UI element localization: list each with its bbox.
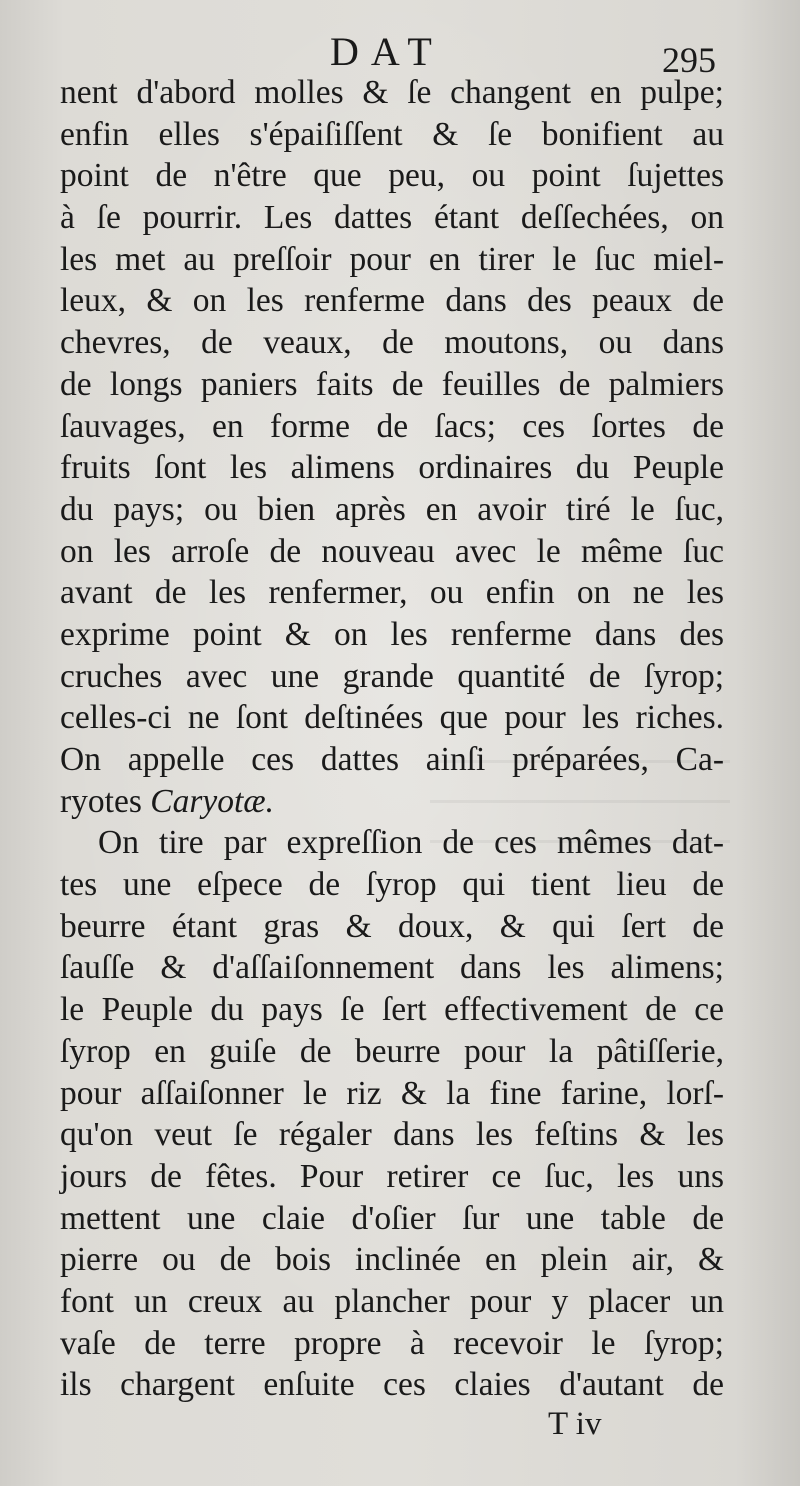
text-line: ſyrop en guiſe de beurre pour la pâtiſſerie, bbox=[60, 1032, 724, 1070]
text-line: de longs paniers faits de feuilles de palmiers bbox=[60, 365, 724, 403]
text-line: cruches avec une grande quantité de ſyrop; bbox=[60, 657, 724, 695]
running-head-title: DAT bbox=[330, 29, 444, 74]
text-line: qu'on veut ſe régaler dans les feſtins & les bbox=[60, 1116, 724, 1154]
term-plain: ryotes bbox=[60, 782, 151, 820]
text-line: ſauſſe & d'aſſaiſonnement dans les alimens; bbox=[60, 949, 724, 987]
text-line: tes une eſpece de ſyrop qui tient lieu de bbox=[60, 866, 724, 904]
text-line: on les arroſe de nouveau avec le même ſuc bbox=[60, 532, 724, 570]
running-head bbox=[0, 20, 800, 80]
text-line: celles-ci ne ſont deſtinées que pour les riches. bbox=[60, 699, 724, 737]
text-line: enfin elles s'épaiſiſſent & ſe bonifient au bbox=[60, 115, 724, 153]
text-line: fruits ſont les alimens ordinaires du Peuple bbox=[60, 449, 724, 487]
text-line: nent d'abord molles & ſe changent en pulpe; bbox=[60, 74, 724, 111]
latin-term: Caryotæ. bbox=[150, 782, 275, 820]
text-line: leux, & on les renferme dans des peaux de bbox=[60, 282, 724, 320]
body-text bbox=[60, 72, 724, 1406]
text-line: exprime point & on les renferme dans des bbox=[60, 615, 724, 653]
text-line: du pays; ou bien après en avoir tiré le ſuc, bbox=[60, 490, 724, 528]
text-line: jours de fêtes. Pour retirer ce ſuc, les uns bbox=[60, 1157, 724, 1195]
text-line: chevres, de veaux, de moutons, ou dans bbox=[60, 324, 724, 362]
text-line: On appelle ces dattes ainſi préparées, Ca- bbox=[60, 741, 724, 778]
text-line: beurre étant gras & doux, & qui ſert de bbox=[60, 907, 724, 945]
text-line: les met au preſſoir pour en tirer le ſuc miel- bbox=[60, 240, 724, 278]
text-line: avant de les renfermer, ou enfin on ne les bbox=[60, 574, 724, 612]
paragraph-end-line bbox=[60, 781, 724, 823]
page-number: 295 bbox=[662, 40, 716, 80]
text-line: font un creux au plancher pour y placer un bbox=[60, 1282, 724, 1320]
text-line: pour aſſaiſonner le riz & la fine farine, lorſ- bbox=[60, 1074, 724, 1112]
text-line: pierre ou de bois inclinée en plein air, & bbox=[60, 1241, 724, 1279]
paragraph-start-line: On tire par expreſſion de ces mêmes dat- bbox=[98, 824, 724, 862]
text-line: à ſe pourrir. Les dattes étant deſſechées, on bbox=[60, 199, 724, 237]
signature-mark: T iv bbox=[548, 1406, 602, 1442]
text-line: le Peuple du pays ſe ſert effectivement de ce bbox=[60, 991, 724, 1029]
text-line: ils chargent enſuite ces claies d'autant de bbox=[60, 1366, 724, 1404]
text-line: ſauvages, en forme de ſacs; ces ſortes de bbox=[60, 407, 724, 445]
text-line: mettent une claie d'oſier ſur une table de bbox=[60, 1199, 724, 1237]
text-line: vaſe de terre propre à recevoir le ſyrop; bbox=[60, 1324, 724, 1362]
text-line: point de n'être que peu, ou point ſujettes bbox=[60, 157, 724, 195]
